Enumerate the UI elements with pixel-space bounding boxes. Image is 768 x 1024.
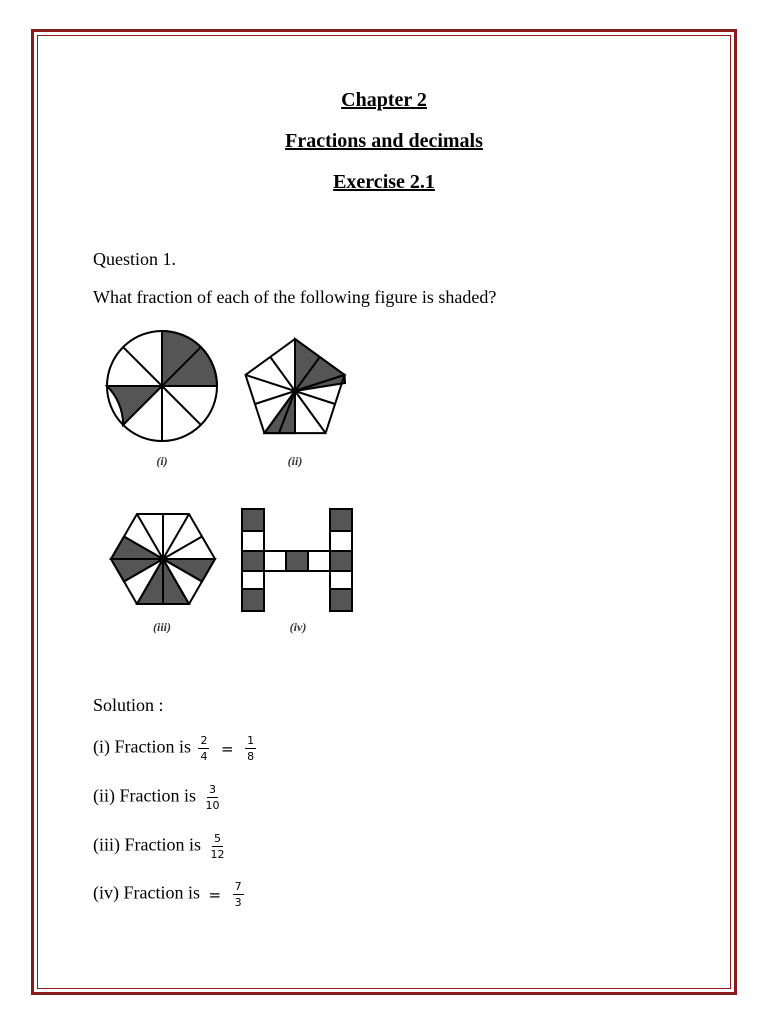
figure-circle	[100, 328, 230, 448]
answer-iv-prefix: (iv) Fraction is	[93, 882, 200, 903]
answer-ii-prefix: (ii) Fraction is	[93, 785, 196, 806]
answer-iv	[93, 880, 247, 909]
answer-i	[93, 734, 259, 763]
figure-hexagon	[100, 504, 230, 619]
question-text: What fraction of each of the following figure is shaded?	[93, 287, 497, 307]
answer-i-numerator-2: 1	[247, 734, 255, 747]
answer-ii-numerator: 3	[208, 783, 216, 796]
answer-iv-fraction	[233, 880, 244, 909]
solution-label: Solution :	[93, 695, 164, 715]
answer-iii-numerator: 5	[213, 832, 221, 845]
answer-ii	[93, 783, 224, 812]
answer-iii-prefix: (iii) Fraction is	[93, 834, 201, 855]
equals-sign: =	[208, 885, 222, 904]
question-label: Question 1.	[93, 249, 176, 269]
equals-sign: =	[220, 739, 234, 758]
figure-letter-h	[238, 505, 363, 617]
answer-iv-denominator: 3	[234, 896, 242, 909]
answer-iii-fraction	[208, 832, 226, 861]
figure-label-i: (i)	[156, 454, 168, 468]
chapter-title: Fractions and decimals	[285, 130, 483, 152]
answer-iii-denominator: 12	[210, 848, 225, 861]
figure-label-iv: (iv)	[289, 620, 307, 634]
answer-ii-fraction	[203, 783, 221, 812]
answer-i-denominator-2: 8	[247, 750, 255, 763]
chapter-heading: Chapter 2	[341, 89, 427, 111]
answer-i-numerator-1: 2	[200, 734, 208, 747]
answer-i-denominator-1: 4	[200, 750, 208, 763]
answer-ii-denominator: 10	[205, 799, 220, 812]
exercise-heading: Exercise 2.1	[333, 171, 435, 193]
figure-pentagon	[235, 336, 360, 451]
figure-label-ii: (ii)	[287, 454, 303, 468]
figure-label-iii: (iii)	[153, 620, 171, 634]
answer-iii	[93, 832, 229, 861]
answer-i-prefix: (i) Fraction is	[93, 736, 191, 757]
answer-i-fraction-1	[198, 734, 209, 763]
answer-iv-numerator: 7	[234, 880, 242, 893]
answer-i-fraction-2	[245, 734, 256, 763]
